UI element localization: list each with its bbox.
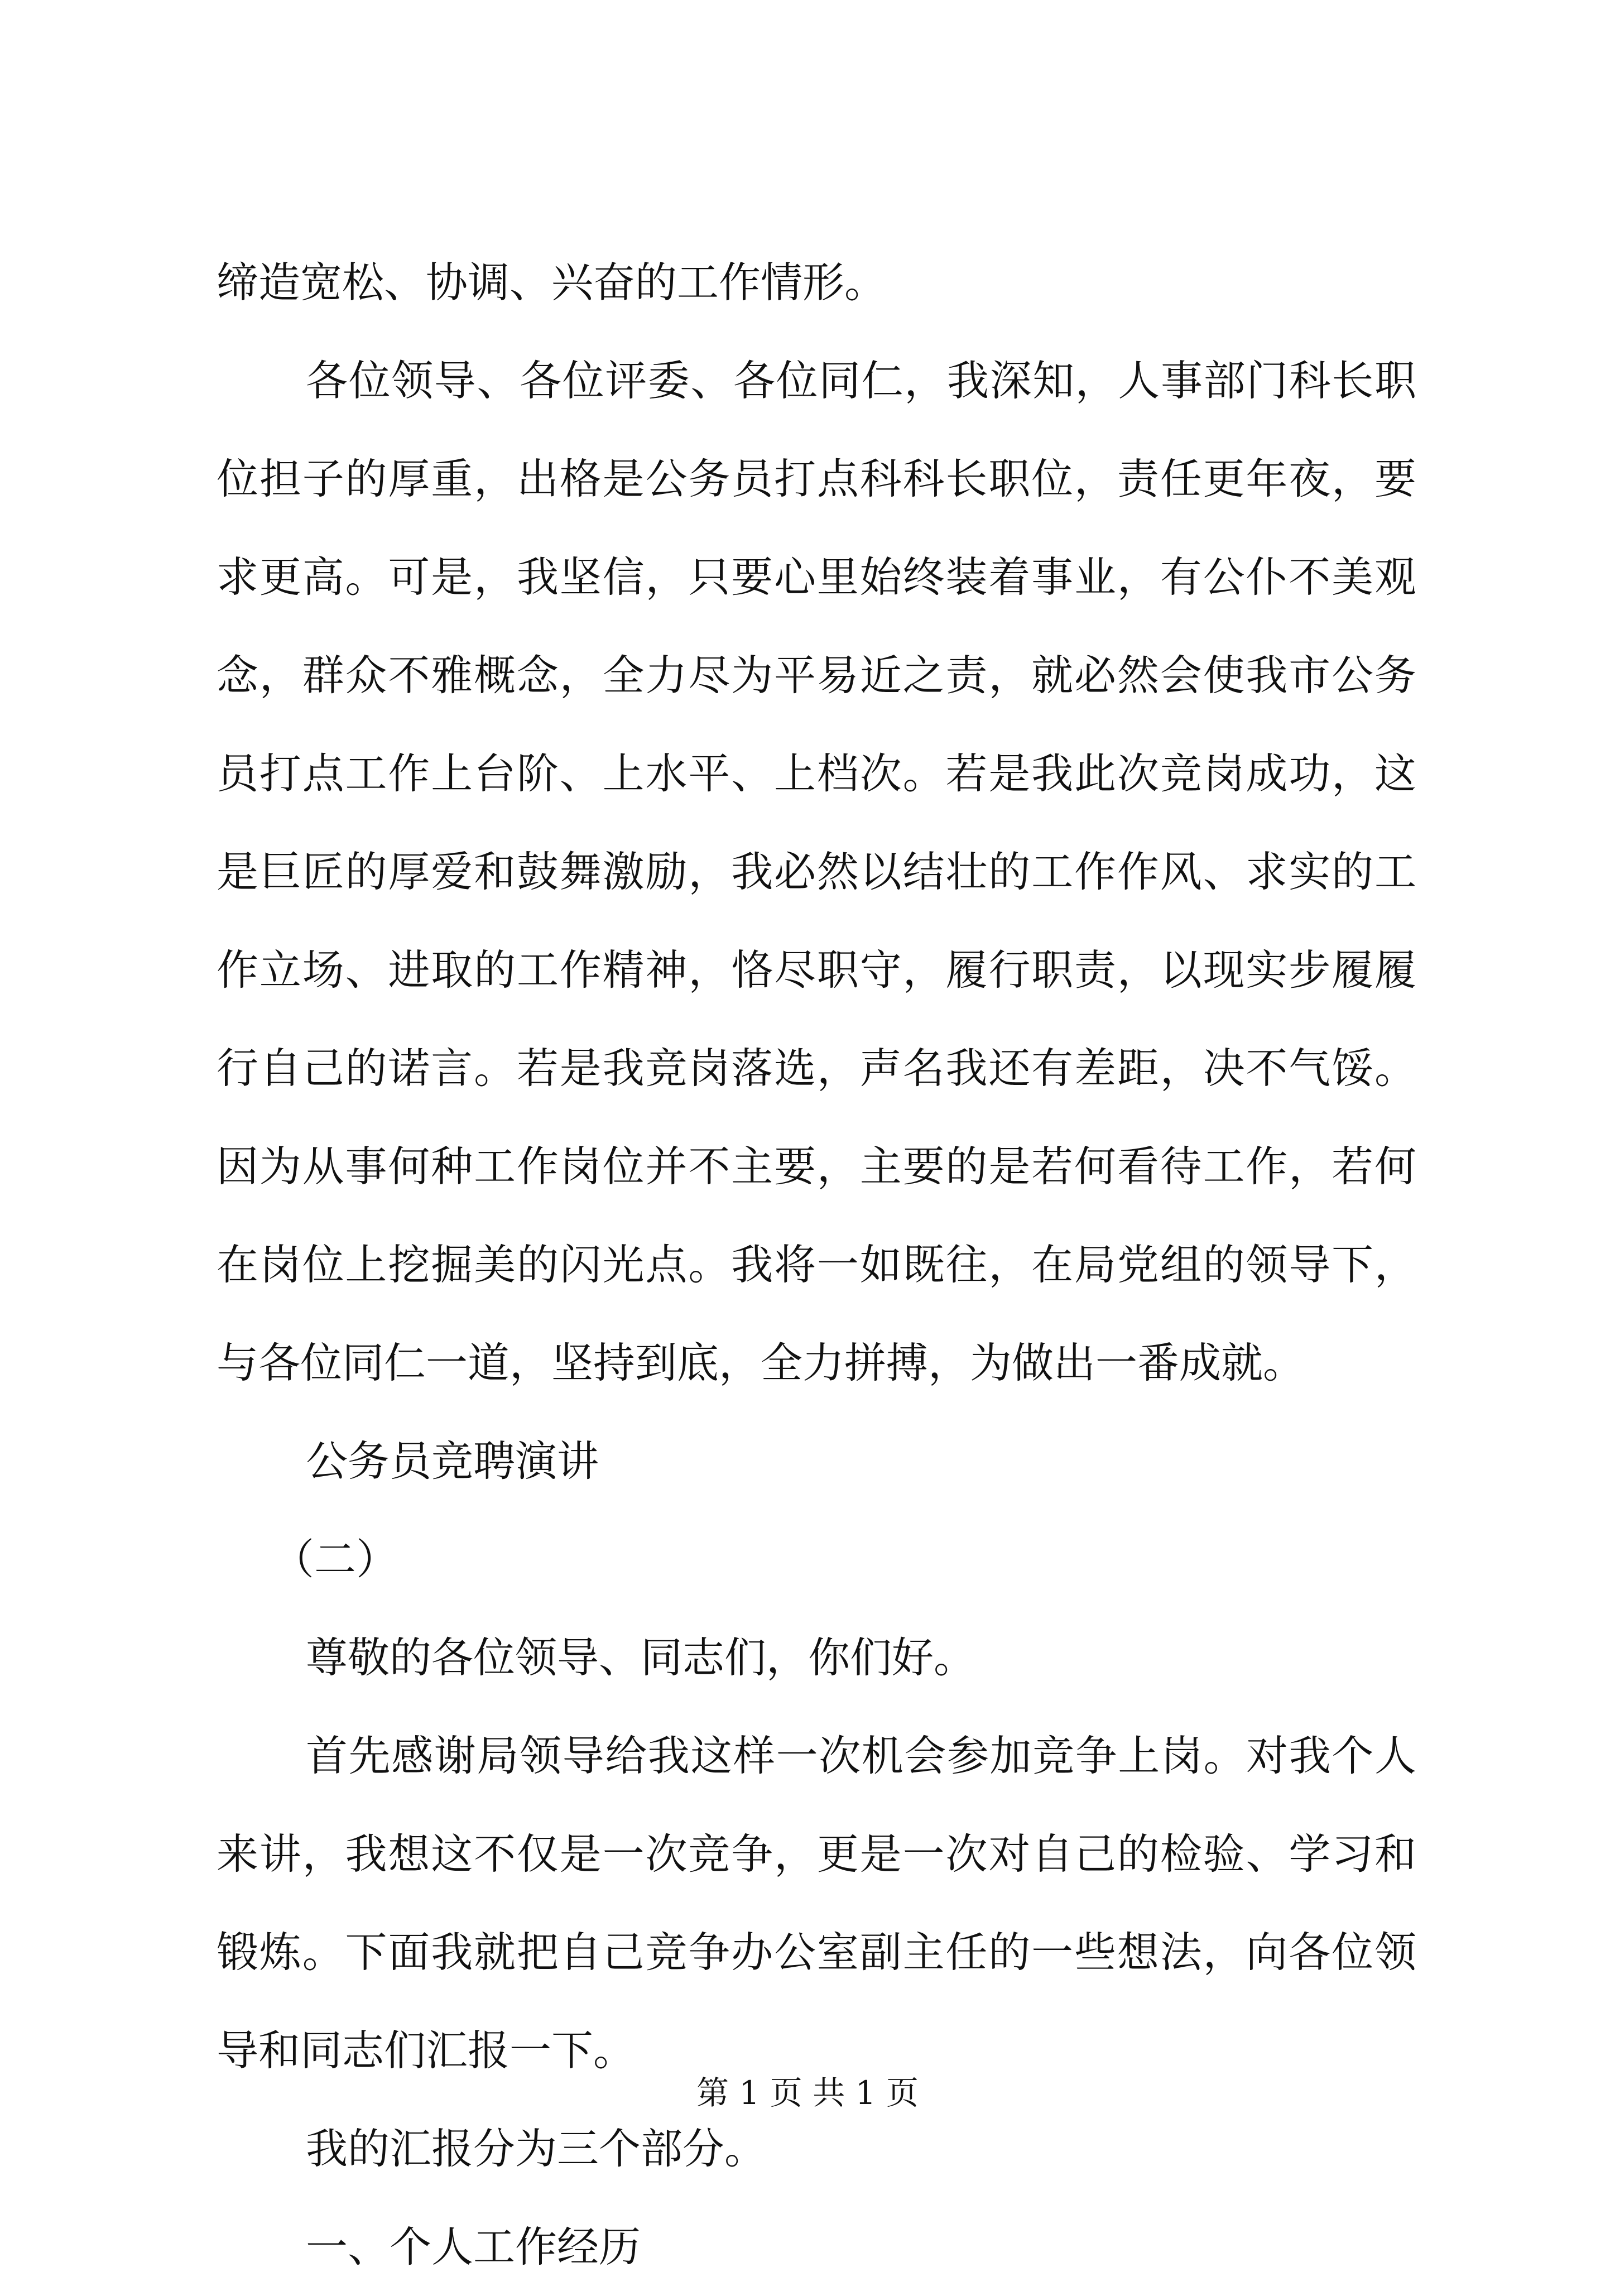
text-line: 锻炼。下面我就把自己竞争办公室副主任的一些想法，向各位领 — [217, 1928, 1416, 1977]
section-title: 公务员竞聘演讲 — [306, 1437, 599, 1486]
text-line: 导和同志们汇报一下。 — [217, 2026, 636, 2075]
text-line: 作立场、进取的工作精神，恪尽职守，履行职责，以现实步履履 — [217, 945, 1416, 995]
text-line: 位担子的厚重，出格是公务员打点科科长职位，责任更年夜，要 — [217, 454, 1416, 503]
text-line: 是巨匠的厚爱和鼓舞激励，我必然以结壮的工作作风、求实的工 — [217, 847, 1416, 896]
section-subtitle: （二） — [272, 1535, 398, 1584]
text-line: 念，群众不雅概念，全力尽为平易近之责，就必然会使我市公务 — [217, 651, 1416, 700]
text-line: 缔造宽松、协调、兴奋的工作情形。 — [217, 258, 887, 307]
text-line: 我的汇报分为三个部分。 — [306, 2124, 767, 2173]
text-line: 各位领导、各位评委、各位同仁，我深知，人事部门科长职 — [306, 356, 1416, 405]
text-line: 与各位同仁一道，坚持到底，全力拼搏，为做出一番成就。 — [217, 1338, 1305, 1387]
document-body — [217, 233, 1416, 2296]
text-line: 员打点工作上台阶、上水平、上档次。若是我此次竞岗成功，这 — [217, 749, 1416, 798]
text-line: 在岗位上挖掘美的闪光点。我将一如既往，在局党组的领导下， — [217, 1240, 1416, 1289]
text-line: 因为从事何种工作岗位并不主要，主要的是若何看待工作，若何 — [217, 1142, 1416, 1191]
text-line: 来讲，我想这不仅是一次竞争，更是一次对自己的检验、学习和 — [217, 1829, 1416, 1879]
text-line: 行自己的诺言。若是我竞岗落选，声名我还有差距，决不气馁。 — [217, 1044, 1416, 1093]
section-heading: 一、个人工作经历 — [306, 2222, 641, 2271]
text-line: 求更高。可是，我坚信，只要心里始终装着事业，有公仆不美观 — [217, 553, 1416, 602]
page-number-footer: 第 1 页 共 1 页 — [696, 2074, 919, 2112]
text-line: 首先感谢局领导给我这样一次机会参加竞争上岗。对我个人 — [306, 1731, 1416, 1780]
text-line: 尊敬的各位领导、同志们，你们好。 — [306, 1633, 976, 1682]
